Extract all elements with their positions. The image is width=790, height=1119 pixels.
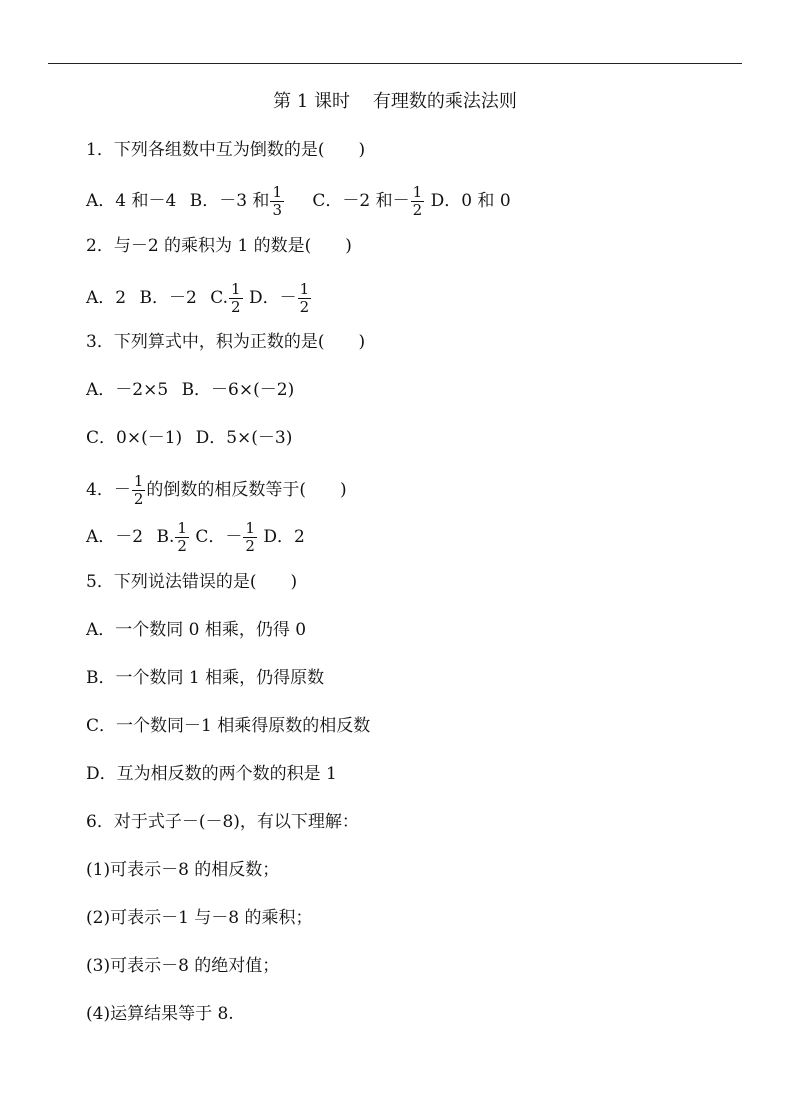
question-3-stem: 3．下列算式中，积为正数的是( ) bbox=[86, 332, 366, 352]
fraction: $\frac{1}{2}$ bbox=[133, 472, 144, 508]
q4-option-a: A．－2 bbox=[86, 527, 144, 547]
q5-option-b: B．一个数同 1 相乘，仍得原数 bbox=[86, 668, 325, 688]
q6-item-1: (1)可表示－8 的相反数； bbox=[86, 860, 280, 880]
q1-option-d: D．0 和 0 bbox=[430, 191, 511, 211]
q2-option-a: A．2 bbox=[86, 288, 127, 308]
fraction: $\frac{1}{2}$ bbox=[245, 519, 255, 555]
page-title: 第 1 课时 有理数的乘法法则 bbox=[273, 91, 517, 112]
q3-option-d: D．5×(－3) bbox=[195, 428, 293, 448]
question-6-stem: 6．对于式子－(－8)，有以下理解： bbox=[86, 812, 359, 832]
q3-option-c: C．0×(－1) bbox=[86, 428, 183, 448]
q1-option-b: B．－3 和 $\frac{1}{3}$ bbox=[189, 183, 282, 219]
q3-option-a: A．－2×5 bbox=[86, 380, 169, 400]
question-4-stem: 4．－ $\frac{1}{2}$ 的倒数的相反数等于( ) bbox=[86, 472, 347, 508]
question-4-options bbox=[86, 520, 305, 555]
question-1-stem: 1．下列各组数中互为倒数的是( ) bbox=[86, 140, 366, 160]
fraction: $\frac{1}{2}$ bbox=[412, 183, 423, 219]
question-1-options bbox=[86, 184, 511, 219]
top-rule bbox=[48, 63, 742, 64]
q5-option-c: C．一个数同－1 相乘得原数的相反数 bbox=[86, 716, 371, 736]
q5-option-d: D．互为相反数的两个数的积是 1 bbox=[86, 764, 337, 784]
q1-option-a: A．4 和－4 bbox=[86, 191, 177, 211]
q1-option-c: C．－2 和－ $\frac{1}{2}$ bbox=[312, 183, 423, 219]
fraction: $\frac{1}{2}$ bbox=[231, 280, 241, 316]
q2-option-b: B．－2 bbox=[139, 288, 197, 308]
question-2-stem: 2．与－2 的乘积为 1 的数是( ) bbox=[86, 236, 352, 256]
fraction: $\frac{1}{2}$ bbox=[299, 280, 310, 316]
question-2-options bbox=[86, 281, 312, 316]
q5-option-a: A．一个数同 0 相乘，仍得 0 bbox=[86, 620, 307, 640]
q6-item-4: (4)运算结果等于 8. bbox=[86, 1004, 234, 1024]
fraction: $\frac{1}{2}$ bbox=[177, 519, 187, 555]
q6-item-2: (2)可表示－1 与－8 的乘积； bbox=[86, 908, 313, 928]
q2-option-c: C. $\frac{1}{2}$ bbox=[210, 280, 241, 316]
q6-item-3: (3)可表示－8 的绝对值； bbox=[86, 956, 280, 976]
question-5-stem: 5．下列说法错误的是( ) bbox=[86, 572, 298, 592]
q4-option-c: C．－ $\frac{1}{2}$ bbox=[195, 519, 255, 555]
q4-option-d: D．2 bbox=[263, 527, 305, 547]
q4-option-b: B. $\frac{1}{2}$ bbox=[156, 519, 187, 555]
q3-option-b: B．－6×(－2) bbox=[181, 380, 295, 400]
question-3-options-cd bbox=[86, 426, 292, 450]
fraction: $\frac{1}{3}$ bbox=[272, 183, 282, 219]
q2-option-d: D．－ $\frac{1}{2}$ bbox=[248, 280, 310, 316]
question-3-options-ab bbox=[86, 378, 294, 402]
